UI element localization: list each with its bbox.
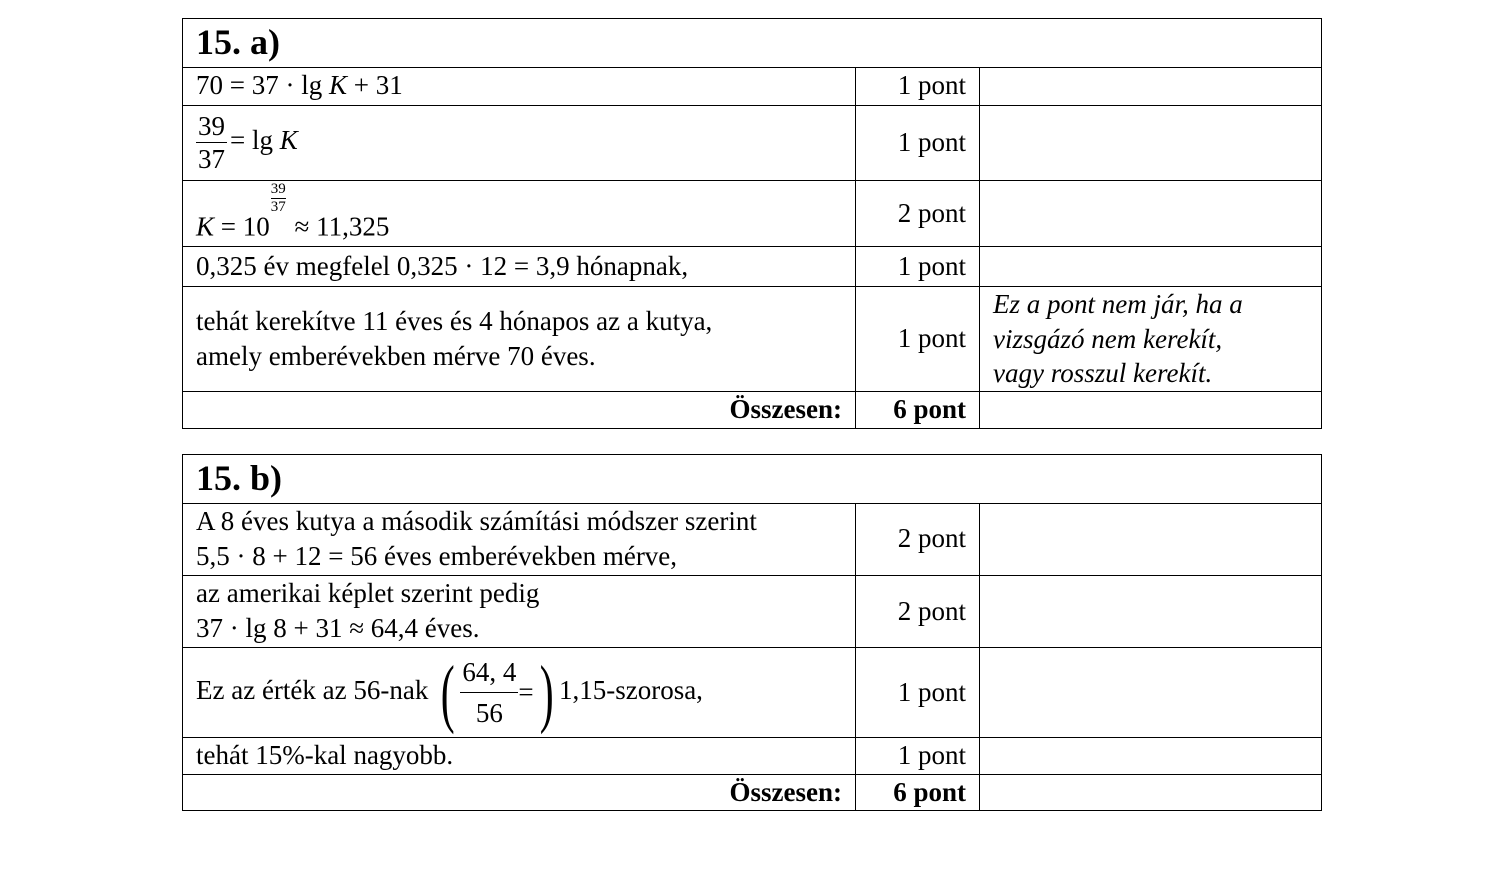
fraction: $\frac{39}{37}$	[198, 110, 225, 175]
table-row	[183, 247, 1322, 287]
left-paren: (	[440, 650, 455, 735]
points-cell: 1 pont	[856, 67, 980, 105]
text-line: tehát kerekítve 11 éves és 4 hónapos az a kutya,	[196, 305, 713, 336]
table-row	[183, 180, 1322, 247]
right-paren: )	[539, 650, 554, 735]
table-header-row	[183, 455, 1322, 504]
points-cell: 1 pont	[856, 648, 980, 738]
note-cell	[980, 67, 1322, 105]
solution-step	[183, 503, 856, 575]
section-title: 15. a)	[183, 19, 1322, 68]
note-line: vizsgázó nem kerekít,	[993, 323, 1223, 354]
table-row	[183, 648, 1322, 738]
solution-step: 70 = 37 · lg K + 31	[183, 67, 856, 105]
text-line: 37 · lg 8 + 31 ≈ 64,4 éves.	[196, 613, 480, 644]
table-row	[183, 738, 1322, 775]
points-cell: 2 pont	[856, 503, 980, 575]
total-row	[183, 774, 1322, 811]
scoring-table-15a	[182, 18, 1322, 429]
note-cell	[980, 648, 1322, 738]
text-line: amely emberévekben mérve 70 éves.	[196, 341, 596, 372]
table-row	[183, 67, 1322, 105]
solution-step	[183, 287, 856, 392]
table-row	[183, 105, 1322, 180]
total-points: 6 pont	[856, 392, 980, 429]
solution-step	[183, 575, 856, 647]
solution-step: 0,325 év megfelel 0,325 · 12 = 3,9 hónapnak,	[183, 247, 856, 287]
scoring-table-15b	[182, 454, 1322, 811]
solution-step: Ez az érték az 56-nak ( $\frac{64, 4}{56}$ =) 1,15-szorosa,	[183, 648, 856, 738]
note-cell	[980, 503, 1322, 575]
note-cell	[980, 774, 1322, 811]
note-cell	[980, 575, 1322, 647]
note-cell	[980, 180, 1322, 247]
solution-step: K = 10 $\frac{39}{37}$ ≈ 11,325	[183, 180, 856, 247]
note-cell	[980, 105, 1322, 180]
points-cell: 1 pont	[856, 247, 980, 287]
note-cell	[980, 247, 1322, 287]
points-cell: 1 pont	[856, 287, 980, 392]
text-line: az amerikai képlet szerint pedig	[196, 577, 540, 608]
solution-step: tehát 15%-kal nagyobb.	[183, 738, 856, 775]
table-row	[183, 575, 1322, 647]
table-header-row	[183, 19, 1322, 68]
total-label: Összesen:	[183, 392, 856, 429]
total-label: Összesen:	[183, 774, 856, 811]
text-line: A 8 éves kutya a második számítási módszer szerint	[196, 505, 757, 536]
section-title: 15. b)	[183, 455, 1322, 504]
table-row	[183, 287, 1322, 392]
total-points: 6 pont	[856, 774, 980, 811]
text-line: 5,5 · 8 + 12 = 56 éves emberévekben mérve,	[196, 541, 678, 572]
note-cell	[980, 738, 1322, 775]
note-cell	[980, 287, 1322, 392]
points-cell: 2 pont	[856, 575, 980, 647]
solution-step: $\frac{39}{37}$ = lg K	[183, 105, 856, 180]
fraction: $\frac{64, 4}{56}$	[460, 652, 518, 734]
points-cell: 1 pont	[856, 105, 980, 180]
total-row	[183, 392, 1322, 429]
table-row	[183, 503, 1322, 575]
note-cell	[980, 392, 1322, 429]
note-line: Ez a pont nem jár, ha a	[993, 289, 1243, 320]
exponent-fraction: $\frac{39}{37}$	[270, 180, 286, 215]
note-line: vagy rosszul kerekít.	[993, 358, 1213, 389]
points-cell: 2 pont	[856, 180, 980, 247]
points-cell: 1 pont	[856, 738, 980, 775]
